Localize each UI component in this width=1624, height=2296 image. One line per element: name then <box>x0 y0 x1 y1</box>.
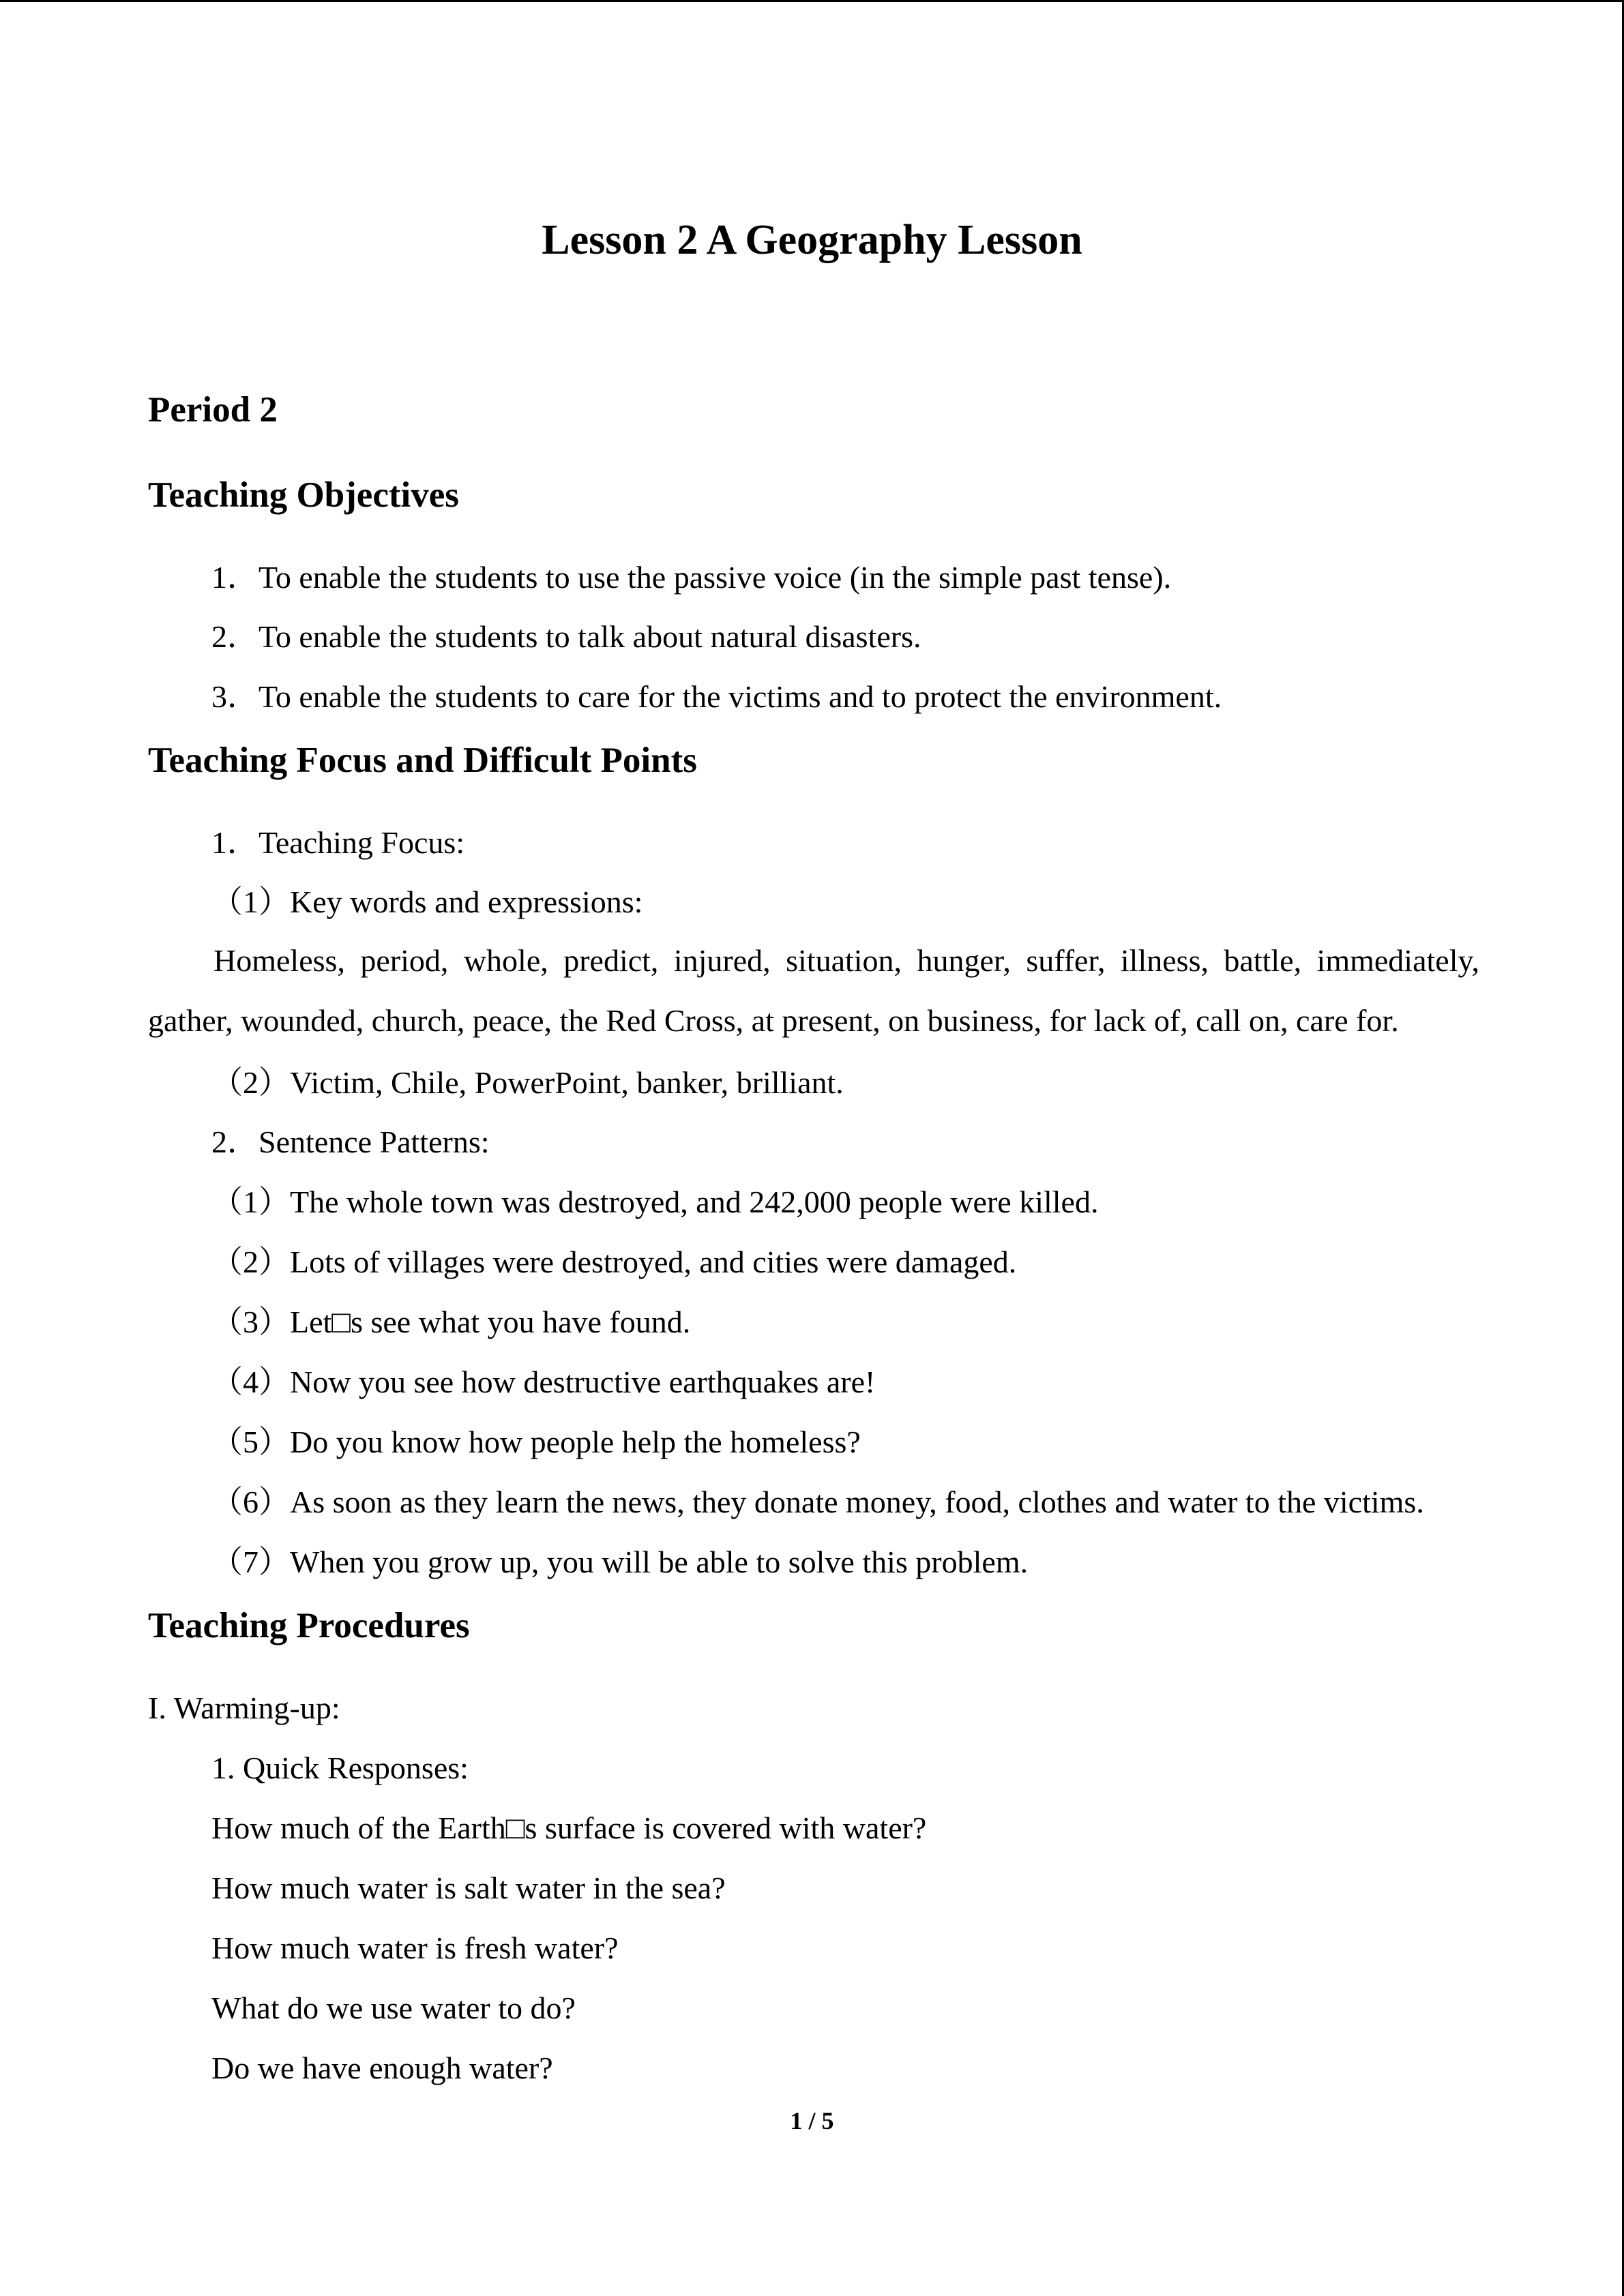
sentence-pattern: （4）Now you see how destructive earthquakes are! <box>211 1365 876 1399</box>
sentence-patterns-label: 2．Sentence Patterns: <box>211 1124 490 1159</box>
objectives-heading: Teaching Objectives <box>148 475 459 515</box>
question-line: How much water is fresh water? <box>211 1930 619 1965</box>
page-number: 1 / 5 <box>790 2107 834 2134</box>
question-line: How much of the Earth□s surface is covered with water? <box>211 1810 927 1845</box>
question-line: Do we have enough water? <box>211 2051 553 2085</box>
sentence-pattern: （2）Lots of villages were destroyed, and cities were damaged. <box>211 1244 1017 1279</box>
sentence-pattern: （7）When you grow up, you will be able to solve this problem. <box>211 1545 1029 1579</box>
objective-number: 2． <box>211 619 259 654</box>
period-heading: Period 2 <box>148 390 278 430</box>
objective-number: 1． <box>211 560 259 595</box>
page-title: Lesson 2 A Geography Lesson <box>542 217 1082 263</box>
quick-responses-label: 1. Quick Responses: <box>211 1750 469 1785</box>
question-line: How much water is salt water in the sea? <box>211 1870 726 1905</box>
vocabulary-line: （2）Victim, Chile, PowerPoint, banker, brilliant. <box>211 1065 844 1100</box>
objective-item <box>211 616 921 657</box>
objective-text: To enable the students to use the passive voice (in the simple past tense). <box>259 560 1172 595</box>
objective-item <box>211 676 1222 717</box>
sentence-pattern: （5）Do you know how people help the homeless? <box>211 1425 861 1459</box>
objective-text: To enable the students to care for the victims and to protect the environment. <box>259 679 1222 714</box>
objective-number: 3． <box>211 679 259 714</box>
objective-item <box>211 557 1171 598</box>
sentence-pattern: （1）The whole town was destroyed, and 242,000 people were killed. <box>211 1184 1099 1219</box>
teaching-focus-label: 1．Teaching Focus: <box>211 825 465 860</box>
key-words-paragraph: Homeless, period, whole, predict, injured, situation, hunger, suffer, illness, battle, immediately, gather, wounded, church, peace, the Red Cross, at present, on business, for lack of, call on, care for. <box>148 943 1479 1038</box>
warming-up-label: I. Warming-up: <box>148 1690 340 1725</box>
question-line: What do we use water to do? <box>211 1991 576 2025</box>
focus-heading: Teaching Focus and Difficult Points <box>148 741 697 780</box>
sentence-pattern: （3）Let□s see what you have found. <box>211 1304 691 1339</box>
procedures-heading: Teaching Procedures <box>148 1606 470 1645</box>
key-words-label: （1）Key words and expressions: <box>211 884 643 919</box>
objective-text: To enable the students to talk about natural disasters. <box>259 619 921 654</box>
sentence-pattern: （6）As soon as they learn the news, they donate money, food, clothes and water to the victims. <box>211 1485 1424 1519</box>
